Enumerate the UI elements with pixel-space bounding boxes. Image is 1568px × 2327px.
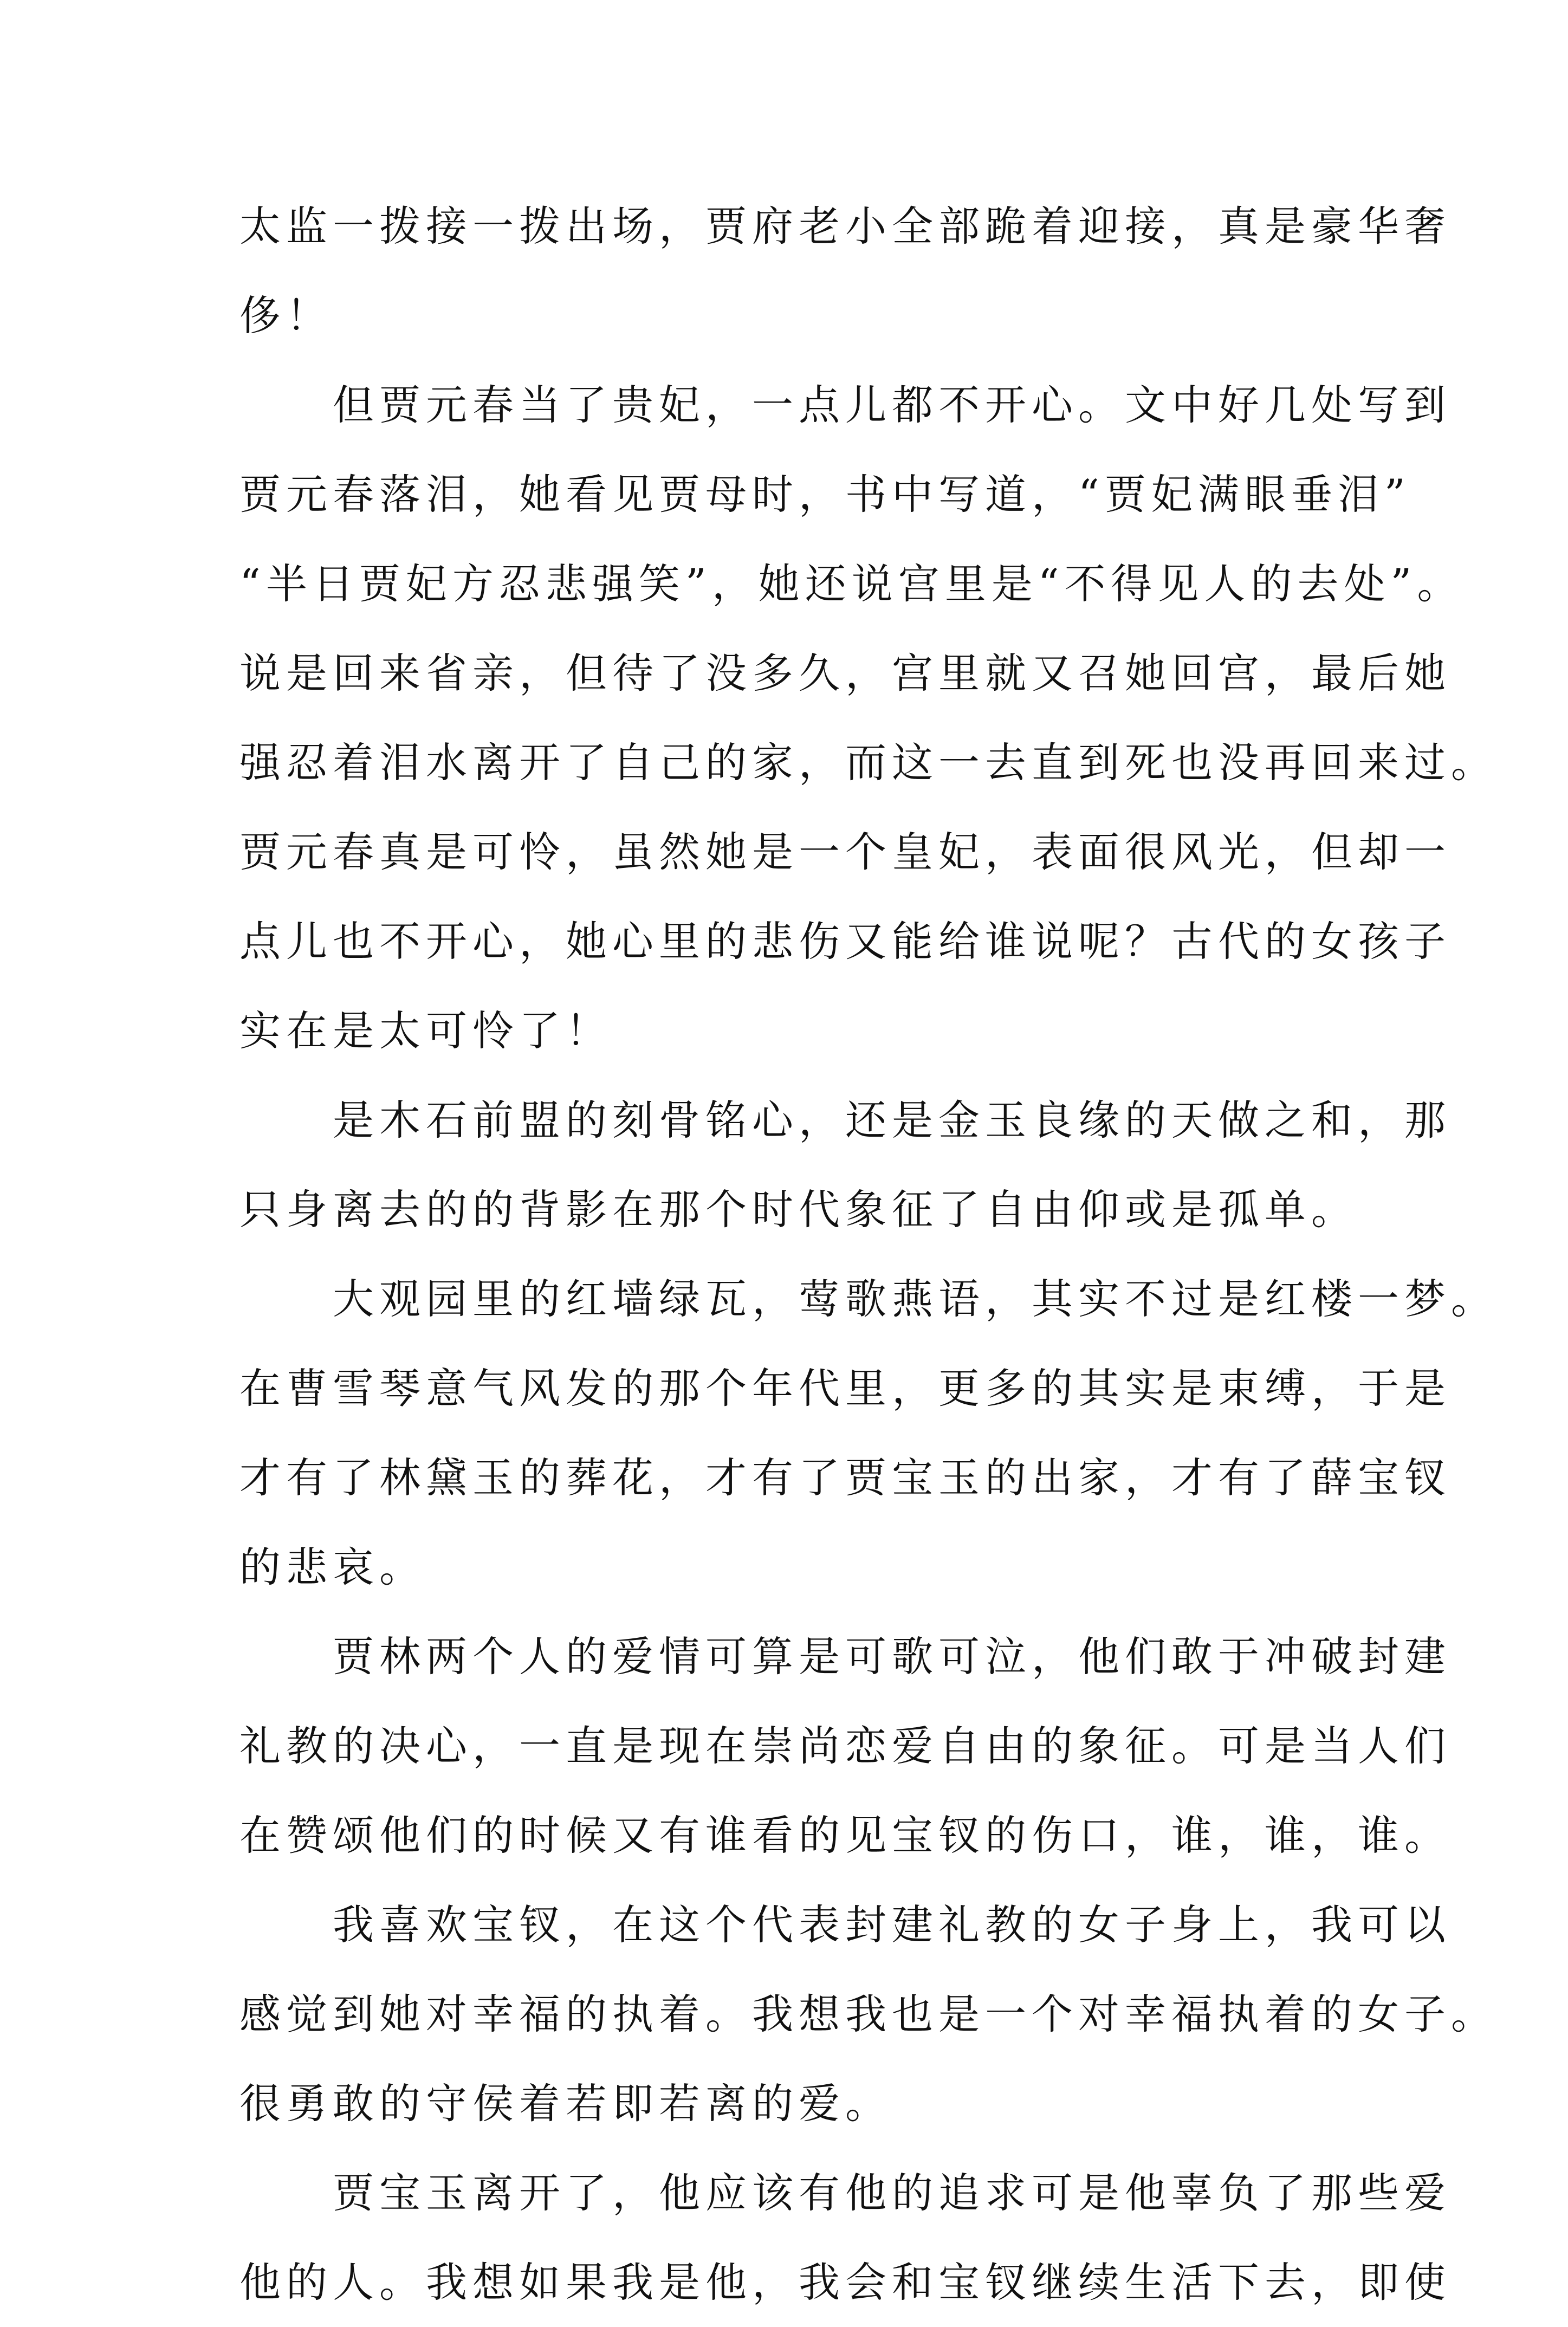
- text-line-3: 但贾元春当了贵妃，一点儿都不开心。文中好几处写到: [239, 381, 1451, 429]
- text-line-7: 强忍着泪水离开了自己的家，而这一去直到死也没再回来过。: [239, 738, 1498, 787]
- text-line-23: 贾宝玉离开了，他应该有他的追求可是他辜负了那些爱: [239, 2169, 1451, 2217]
- text-line-12: 只身离去的的背影在那个时代象征了自由仰或是孤单。: [239, 1185, 1358, 1234]
- text-line-5: “半日贾妃方忍悲强笑”，她还说宫里是“不得见人的去处”。: [239, 560, 1464, 608]
- text-line-17: 贾林两个人的爱情可算是可歌可泣，他们敢于冲破封建: [239, 1632, 1451, 1681]
- text-line-13: 大观园里的红墙绿瓦，莺歌燕语，其实不过是红楼一梦。: [239, 1275, 1498, 1323]
- text-line-24: 他的人。我想如果我是他，我会和宝钗继续生活下去，即使: [239, 2258, 1451, 2306]
- text-line-22: 很勇敢的守侯着若即若离的爱。: [239, 2079, 892, 2128]
- text-line-14: 在曹雪琴意气风发的那个年代里，更多的其实是束缚，于是: [239, 1364, 1451, 1412]
- text-line-9: 点儿也不开心，她心里的悲伤又能给谁说呢？古代的女孩子: [239, 917, 1451, 965]
- text-line-8: 贾元春真是可怜，虽然她是一个皇妃，表面很风光，但却一: [239, 828, 1451, 876]
- text-line-16: 的悲哀。: [239, 1543, 426, 1591]
- text-line-21: 感觉到她对幸福的执着。我想我也是一个对幸福执着的女子。: [239, 1990, 1498, 2038]
- text-line-15: 才有了林黛玉的葬花，才有了贾宝玉的出家，才有了薛宝钗: [239, 1454, 1451, 1502]
- text-line-11: 是木石前盟的刻骨铭心，还是金玉良缘的天做之和，那: [239, 1096, 1451, 1144]
- text-line-1: 太监一拨接一拨出场，贾府老小全部跪着迎接，真是豪华奢: [239, 202, 1451, 250]
- text-line-4: 贾元春落泪，她看见贾母时，书中写道，“贾妃满眼垂泪”: [239, 470, 1411, 518]
- text-line-2: 侈！: [239, 291, 333, 340]
- text-line-19: 在赞颂他们的时候又有谁看的见宝钗的伤口，谁，谁，谁。: [239, 1811, 1451, 1859]
- text-line-20: 我喜欢宝钗，在这个代表封建礼教的女子身上，我可以: [239, 1901, 1451, 1949]
- text-line-6: 说是回来省亲，但待了没多久，宫里就又召她回宫，最后她: [239, 649, 1451, 697]
- text-line-18: 礼教的决心，一直是现在崇尚恋爱自由的象征。可是当人们: [239, 1722, 1451, 1770]
- text-line-10: 实在是太可怜了！: [239, 1007, 612, 1055]
- essay-text: [239, 182, 1498, 2327]
